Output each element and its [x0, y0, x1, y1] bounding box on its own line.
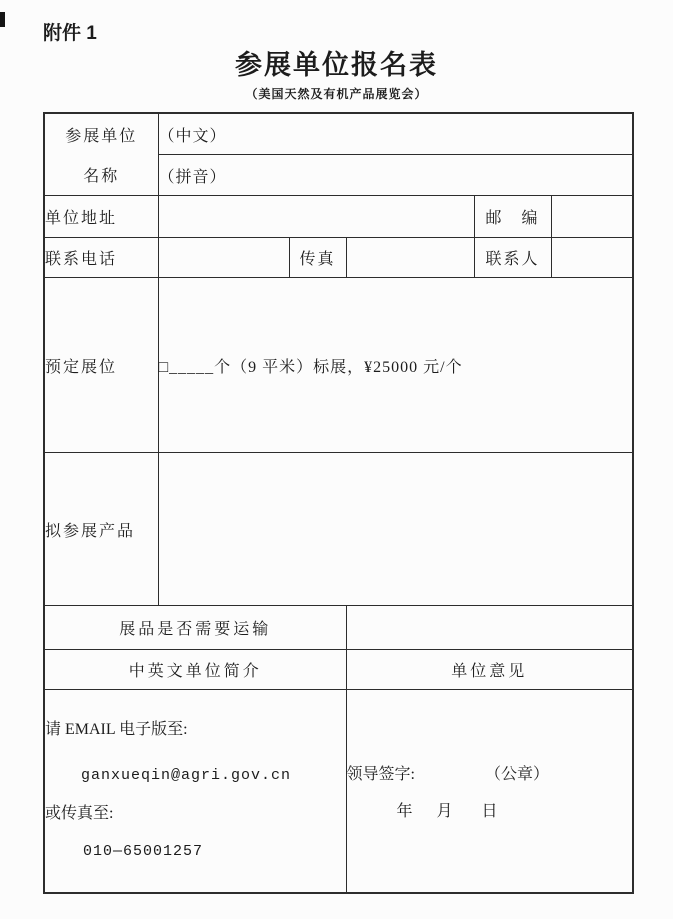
row-footer — [44, 690, 633, 893]
products-input-cell — [158, 453, 633, 606]
postcode-label: 邮 编 — [474, 196, 551, 238]
products-label: 拟参展产品 — [44, 453, 158, 606]
signature-cell — [346, 690, 633, 893]
attachment-label: 附件 1 — [43, 23, 97, 44]
signature-line — [347, 761, 633, 784]
address-label: 单位地址 — [44, 196, 158, 238]
date-day-label: 日 — [481, 802, 498, 820]
fax-label: 传真 — [289, 238, 346, 278]
email-address: ganxueqin@agri.gov.cn — [81, 766, 292, 784]
page-title: 参展单位报名表 — [235, 50, 438, 80]
fax-prompt: 或传真至: — [45, 804, 114, 822]
row-products — [44, 453, 633, 606]
row-shipping — [44, 606, 633, 650]
postcode-input-cell — [551, 196, 633, 238]
fax-number: 010—65001257 — [83, 842, 204, 860]
row-contacts — [44, 238, 633, 278]
unit-name-label-top: 参展单位 — [65, 127, 138, 145]
row-booth — [44, 278, 633, 453]
submission-instructions-cell — [44, 690, 346, 893]
seal-label: （公章） — [484, 765, 549, 783]
shipping-question-label: 展品是否需要运输 — [44, 606, 346, 650]
fax-input-cell — [346, 238, 474, 278]
booth-option-cell — [158, 278, 633, 453]
booth-label: 预定展位 — [44, 278, 158, 453]
opinion-header-label: 单位意见 — [346, 650, 633, 690]
shipping-answer-cell — [346, 606, 633, 650]
unit-name-label-cell — [44, 113, 158, 196]
date-line — [347, 798, 633, 821]
booth-option-line: □_____个（9 平米）标展，¥25000 元/个 — [158, 358, 463, 376]
row-address — [44, 196, 633, 238]
date-month-label: 月 — [436, 802, 453, 820]
scan-artifact — [0, 12, 5, 27]
unit-name-chinese-cell: （中文） — [158, 113, 633, 155]
row-unit-name-chinese — [44, 113, 633, 155]
signature-label: 领导签字: — [346, 765, 415, 783]
unit-name-label — [45, 114, 158, 195]
registration-table — [43, 112, 634, 894]
address-input-cell — [158, 196, 474, 238]
contact-person-label: 联系人 — [474, 238, 551, 278]
page-subtitle: （美国天然及有机产品展览会） — [245, 87, 428, 101]
intro-header-label: 中英文单位简介 — [44, 650, 346, 690]
unit-name-label-bottom: 名称 — [83, 168, 120, 186]
email-prompt: 请 EMAIL 电子版至: — [45, 720, 188, 738]
date-year-label: 年 — [396, 802, 413, 820]
contact-person-input-cell — [551, 238, 633, 278]
row-section-headers — [44, 650, 633, 690]
unit-name-pinyin-cell: （拼音） — [158, 155, 633, 196]
phone-label: 联系电话 — [44, 238, 158, 278]
phone-input-cell — [158, 238, 289, 278]
